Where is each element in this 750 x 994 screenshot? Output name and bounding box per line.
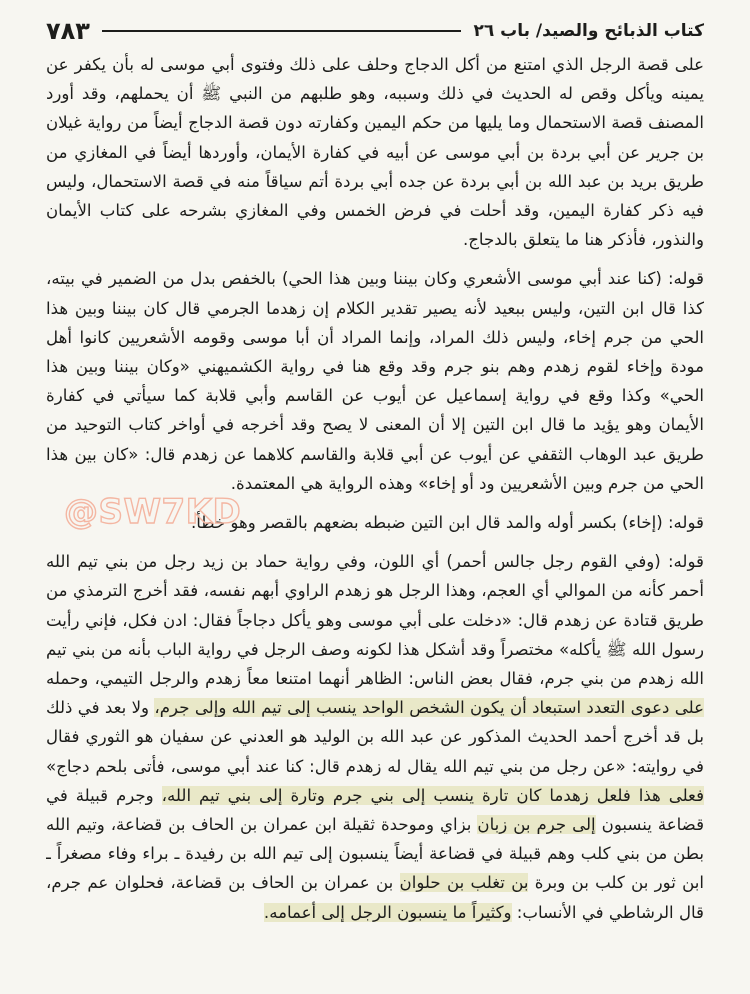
chapter-title: كتاب الذبائح والصيد/ باب ٢٦ (473, 21, 704, 41)
text-segment: ولا بعد في ذلك بل قد أخرج أحمد الحديث المذكور عن عبد الله بن الوليد هو العدني عن سفيان هو الثوري فقال في روايته: «عن رجل من بني تيم الله يقال له زهدم قال: كنا عند أبي موسى، فأتى بلحم دجاج» (46, 698, 704, 776)
highlighted-text: وكثيراً ما ينسبون الرجل إلى أعمامه. (263, 902, 512, 922)
paragraph (46, 264, 704, 498)
text-segment: بزاي وموحدة ثقيلة ابن عمران بن الحاف بن قضاعة، وتيم الله بطن من بني كلب وهم قبيلة في قضاعة أيضاً ينسبون إلى تيم الله بن رفيدة ـ براء وفاء مصغراً ـ ابن ثور بن كلب بن وبرة (46, 815, 704, 893)
paragraph (46, 547, 704, 927)
highlighted-text: بن تغلب بن حلوان (399, 873, 529, 893)
page-number: ٧٨٣ (46, 17, 90, 45)
text-segment: قوله: (كنا عند أبي موسى الأشعري وكان بيننا وبين هذا الحي) بالخفص بدل من الضمير في بيته، كذا قال ابن التين، وليس ببعيد لأنه يصير تقدير الكلام إن زهدما الجرمي قال كان بيننا وبين هذا الحي من جرم إخاء، وليس ذلك المراد، وإنما المراد أن أبا موسى وقومه الأشعريين كانوا أهل مودة وإخاء لقوم زهدم وهم بنو جرم وقد وقع هنا في رواية الكشميهني «وكان بيننا وبين هذا الحي» وكذا وقع في رواية إسماعيل عن أيوب عن القاسم وأبي قلابة كما سيأتي في كفارة الأيمان وهو يؤيد ما قال ابن التين إلا أن المعنى لا يصح وقد أخرجه في أواخر كتاب التوحيد من طريق عبد الوهاب الثقفي عن أيوب عن أبي قلابة والقاسم كلاهما عن زهدم قال: «كان بين هذا الحي من جرم وبين الأشعريين ود أو إخاء» وهذه الرواية هي المعتمدة. (46, 269, 704, 493)
text-segment: على قصة الرجل الذي امتنع من أكل الدجاج وحلف على ذلك وفتوى أبي موسى له بأن يكفر عن يمينه ويأكل وقص له الحديث في ذلك وسببه، وهو طلبهم من النبي ﷺ أن يحملهم، وقد أورد المصنف قصة الاستحمال وما يليها من حكم اليمين وكفارته دون قصة الدجاج أيضاً من رواية غيلان بن جرير عن أبي بردة بن أبي موسى عن أبيه في كفارة الأيمان، وأوردها أيضاً في المغازي من طريق بريد بن عبد الله بن أبي بردة عن جده أبي بردة أتم سياقاً منه في قصة الاستحمال، وليس فيه ذكر كفارة اليمين، وقد أحلت في فرض الخمس وفي المغازي بشرحه على كتاب الأيمان والنذور، فأذكر هنا ما يتعلق بالدجاج. (46, 55, 704, 250)
highlighted-text: على دعوى التعدد استبعاد أن يكون الشخص الواحد ينسب إلى تيم الله وإلى جرم، (154, 698, 704, 718)
paragraph (46, 50, 704, 254)
text-segment: بن عمران بن الحاف بن قضاعة، فحلوان عم جرم، قال الرشاطي في الأنساب: (46, 873, 704, 922)
text-segment: قوله: (وفي القوم رجل جالس أحمر) أي اللون، وفي رواية حماد بن زيد رجل من بني تيم الله أحمر كأنه من الموالي أي العجم، وهذا الرجل هو زهدم الراوي أبهم نفسه، فقد أخرج الترمذي من طريق قتادة عن زهدم قال: «دخلت على أبي موسى وهو يأكل دجاجاً فقال: ادن فكل، فإني رأيت رسول الله ﷺ يأكله» مختصراً وقد أشكل هذا لكونه وصف الرجل في رواية الباب بأنه من بني تيم الله زهدم من بني جرم، فقال بعض الناس: الظاهر أنهما امتنعا معاً زهدم والرجل التيمي، وحمله (46, 552, 704, 689)
watermark: @SW7KD (64, 492, 242, 532)
text-segment: وجرم قبيلة في قضاعة ينسبون (46, 785, 704, 835)
highlighted-text: إلى جرم بن زبان (477, 815, 596, 835)
text-segment: قوله: (إخاء) بكسر أوله والمد قال ابن التين ضبطه بضعهم بالقصر وهو خطأ. (190, 513, 704, 533)
page-body (46, 50, 704, 927)
highlighted-text: فعلى هذا فلعل زهدما كان تارة ينسب إلى بني جرم وتارة إلى بني تيم الله، (161, 785, 704, 805)
page-header (46, 14, 704, 48)
header-rule (102, 30, 462, 32)
